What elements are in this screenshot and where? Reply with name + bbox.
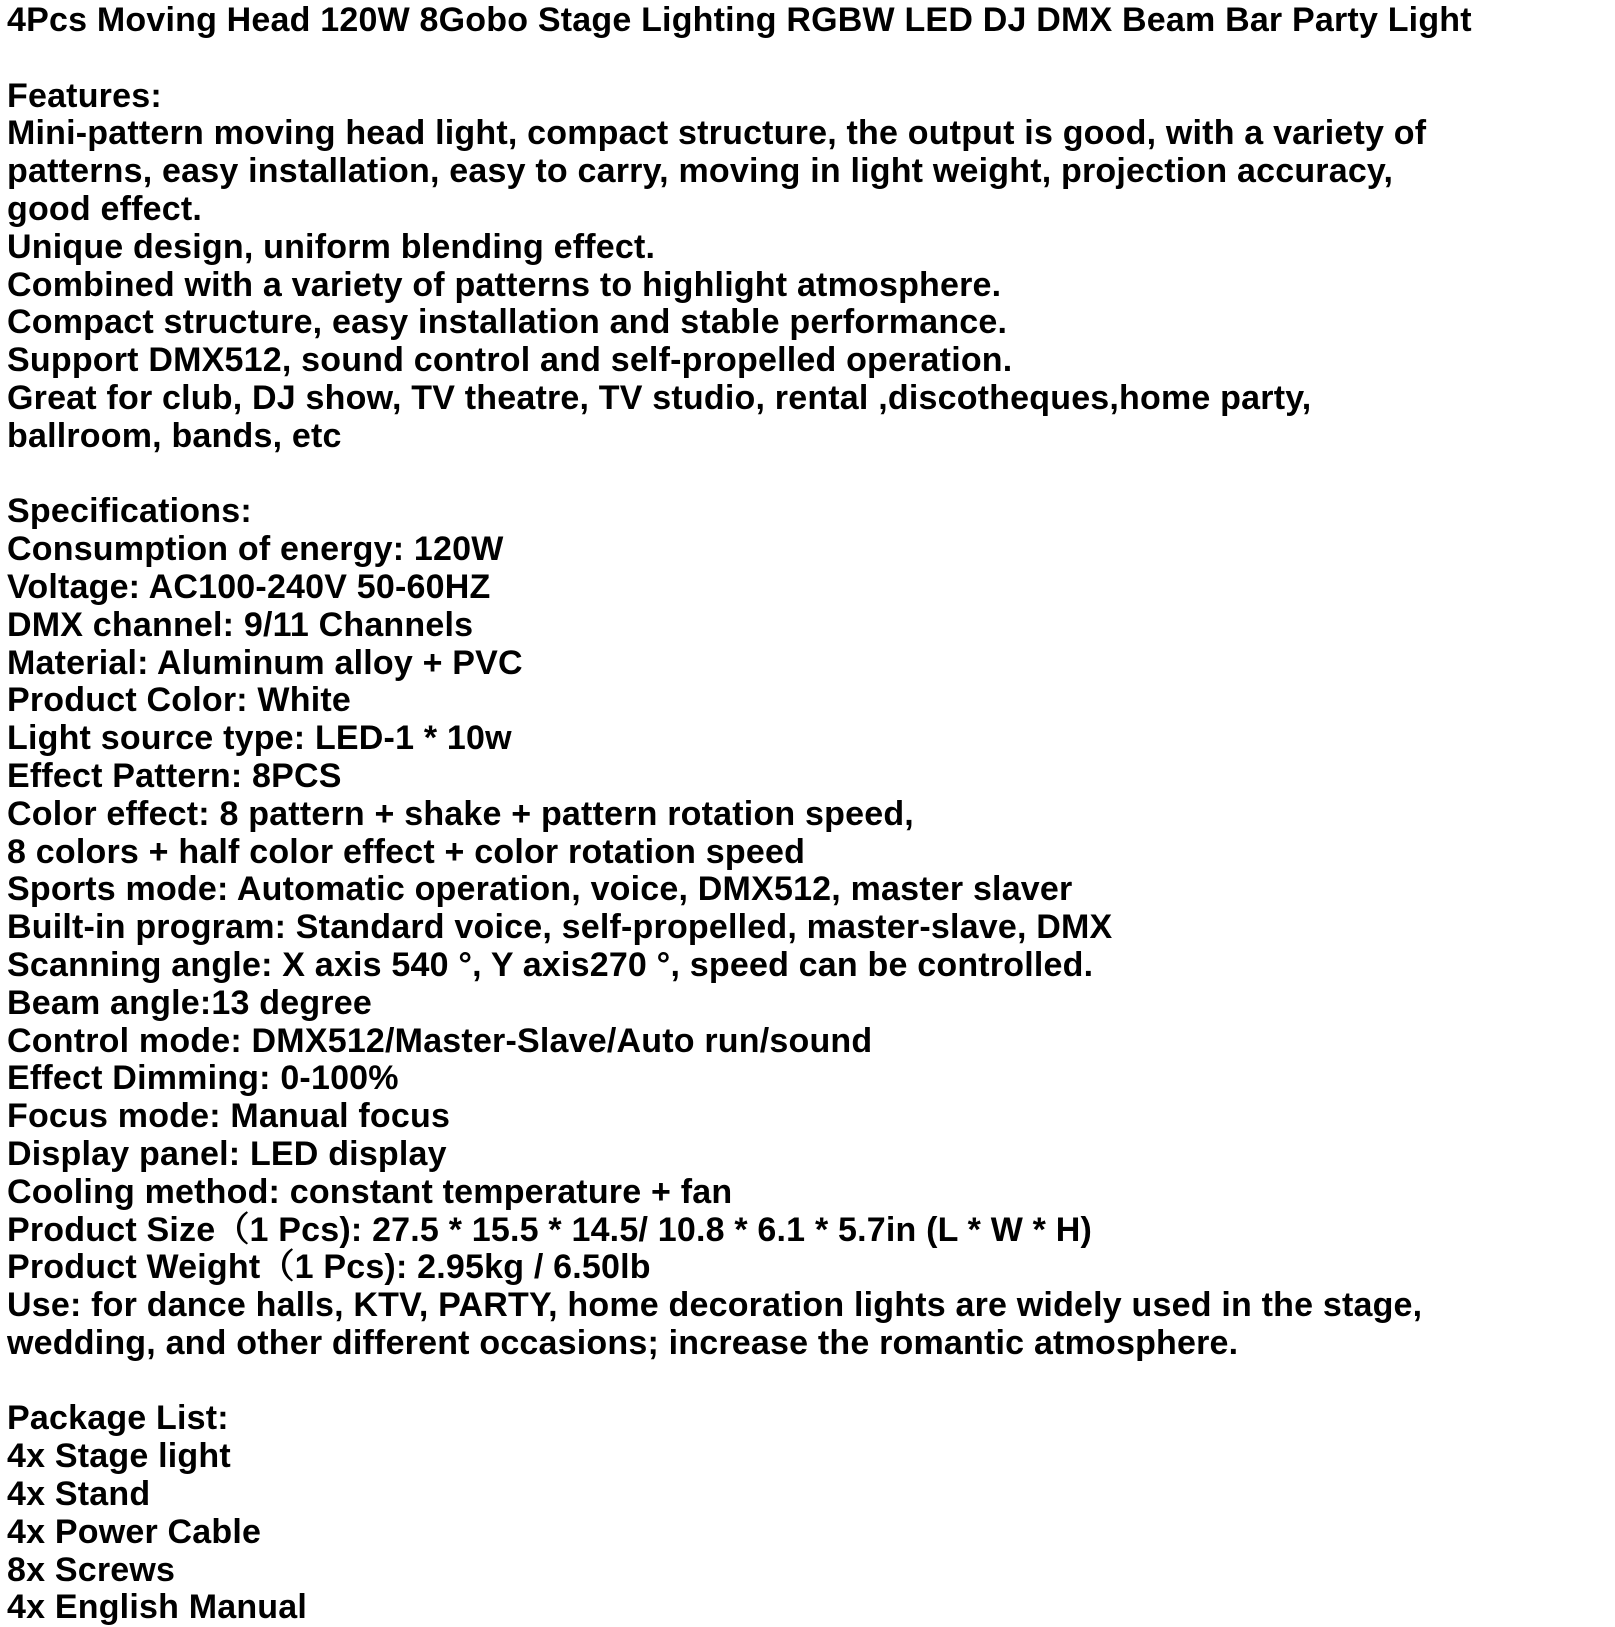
spec-line: wedding, and other different occasions; increase the romantic atmosphere. (7, 1323, 1239, 1362)
spacer (7, 1363, 1607, 1401)
feature-line: ballroom, bands, etc (7, 416, 342, 455)
specifications-heading: Specifications: (7, 492, 252, 531)
spec-line: Built-in program: Standard voice, self-propelled, master-slave, DMX (7, 908, 1113, 947)
spec-line: Cooling method: constant temperature + fan (7, 1172, 733, 1211)
spec-line: Scanning angle: X axis 540 °, Y axis270 °, speed can be controlled. (7, 945, 1094, 984)
feature-line: Great for club, DJ show, TV theatre, TV studio, rental ,discotheques,home party, (7, 378, 1312, 417)
spec-line: Effect Pattern: 8PCS (7, 756, 342, 795)
spec-line: Control mode: DMX512/Master-Slave/Auto run/sound (7, 1021, 873, 1060)
package-item: 4x English Manual (7, 1588, 308, 1627)
spec-line: Focus mode: Manual focus (7, 1097, 451, 1136)
spec-line: Product Color: White (7, 681, 351, 720)
package-item: 4x Power Cable (7, 1512, 262, 1551)
spec-line: Display panel: LED display (7, 1134, 447, 1173)
package-item: 4x Stand (7, 1475, 151, 1514)
features-heading: Features: (7, 76, 162, 115)
package-heading: Package List: (7, 1399, 229, 1438)
feature-line: patterns, easy installation, easy to carry, moving in light weight, projection accuracy, (7, 152, 1394, 191)
spacer (7, 456, 1607, 494)
spec-line: Color effect: 8 pattern + shake + pattern rotation speed, (7, 794, 914, 833)
spec-line: Light source type: LED-1 * 10w (7, 719, 512, 758)
spec-line: Consumption of energy: 120W (7, 530, 504, 569)
spec-line: DMX channel: 9/11 Channels (7, 605, 474, 644)
feature-line: Compact structure, easy installation and stable performance. (7, 303, 1008, 342)
feature-line: Combined with a variety of patterns to highlight atmosphere. (7, 265, 1002, 304)
feature-line: good effect. (7, 189, 203, 228)
feature-line: Mini-pattern moving head light, compact structure, the output is good, with a variety of (7, 114, 1427, 153)
package-item: 4x Stage light (7, 1437, 231, 1476)
features-section (7, 78, 1607, 456)
product-title: 4Pcs Moving Head 120W 8Gobo Stage Lighting RGBW LED DJ DMX Beam Bar Party Light (7, 1, 1472, 39)
spec-line: Effect Dimming: 0-100% (7, 1059, 399, 1098)
specifications-section (7, 493, 1607, 1362)
spec-line: Material: Aluminum alloy + PVC (7, 643, 523, 682)
feature-line: Unique design, uniform blending effect. (7, 227, 656, 266)
spec-line: Sports mode: Automatic operation, voice, DMX512, master slaver (7, 870, 1073, 909)
spec-line: 8 colors + half color effect + color rotation speed (7, 832, 806, 871)
product-description (7, 2, 1607, 1627)
package-item: 8x Screws (7, 1550, 176, 1589)
package-section (7, 1400, 1607, 1627)
spec-line: Use: for dance halls, KTV, PARTY, home decoration lights are widely used in the stage, (7, 1286, 1423, 1325)
spacer (7, 40, 1607, 78)
spec-line: Beam angle:13 degree (7, 983, 372, 1022)
spec-line: Product Size（1 Pcs): 27.5 * 15.5 * 14.5/ 10.8 * 6.1 * 5.7in (L * W * H) (7, 1210, 1093, 1249)
feature-line: Support DMX512, sound control and self-propelled operation. (7, 341, 1013, 380)
spec-line: Product Weight（1 Pcs): 2.95kg / 6.50lb (7, 1248, 651, 1287)
spec-line: Voltage: AC100-240V 50-60HZ (7, 567, 491, 606)
